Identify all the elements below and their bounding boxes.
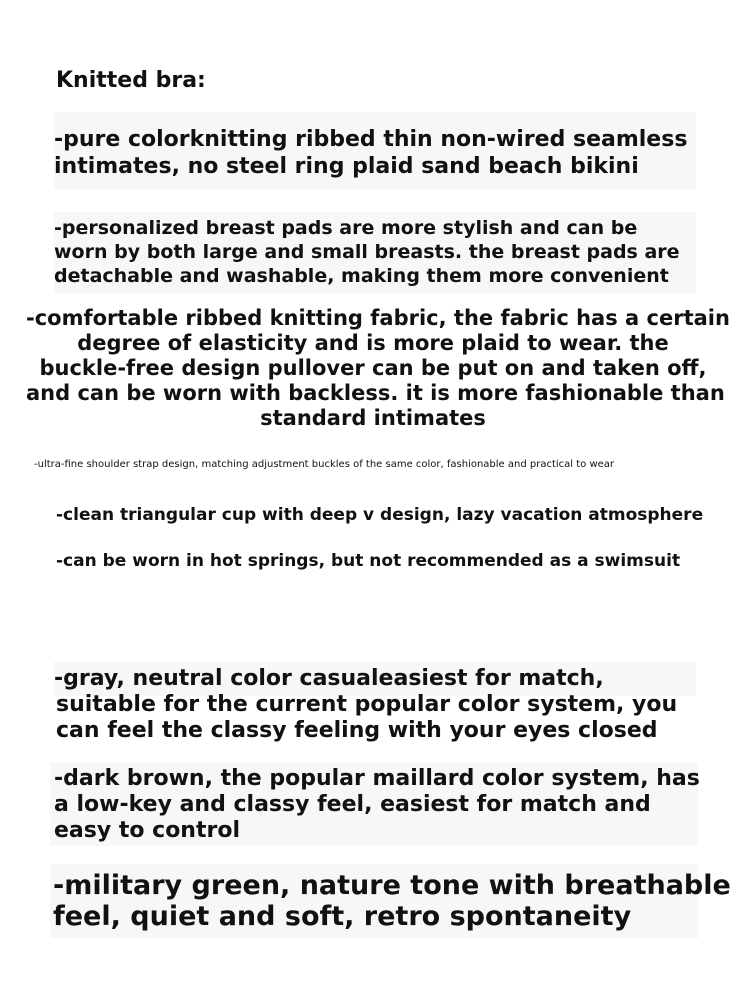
text-line: can feel the classy feeling with your eyes closed bbox=[56, 718, 658, 743]
text-line: -comfortable ribbed knitting fabric, the fabric has a certain bbox=[26, 306, 730, 330]
feature-pure-color bbox=[54, 112, 696, 190]
text-line: -military green, nature tone with breathable bbox=[53, 870, 731, 901]
text-line: worn by both large and small breasts. the breast pads are bbox=[54, 241, 680, 263]
page-title: Knitted bra: bbox=[56, 68, 206, 93]
color-gray-highlight bbox=[54, 662, 696, 696]
text-line: buckle-free design pullover can be put on and taken off, bbox=[39, 356, 707, 380]
feature-shoulder-strap: -ultra-fine shoulder strap design, matching adjustment buckles of the same color, fashionable and practical to wear bbox=[34, 459, 615, 470]
feature-triangular-cup: -clean triangular cup with deep v design, lazy vacation atmosphere bbox=[56, 505, 704, 525]
text-line: -dark brown, the popular maillard color system, has bbox=[54, 766, 700, 791]
feature-hot-springs: -can be worn in hot springs, but not recommended as a swimsuit bbox=[56, 551, 681, 571]
color-military-green bbox=[50, 864, 731, 938]
text-line: -personalized breast pads are more stylish and can be bbox=[54, 217, 638, 239]
text-line: standard intimates bbox=[260, 406, 486, 430]
feature-ribbed-fabric bbox=[26, 306, 730, 431]
text-line: and can be worn with backless. it is more fashionable than bbox=[26, 381, 725, 405]
color-dark-brown bbox=[50, 762, 698, 846]
text-line: easy to control bbox=[54, 818, 240, 843]
text-line: -pure colorknitting ribbed thin non-wired seamless bbox=[54, 127, 688, 152]
color-gray bbox=[56, 692, 677, 744]
text-line: suitable for the current popular color system, you bbox=[56, 692, 678, 717]
text-line: a low-key and classy feel, easiest for match and bbox=[54, 792, 651, 817]
text-line: detachable and washable, making them more convenient bbox=[54, 265, 669, 287]
text-line: -gray, neutral color casualeasiest for match, bbox=[54, 666, 604, 691]
feature-breast-pads bbox=[54, 212, 696, 294]
text-line: intimates, no steel ring plaid sand beach bikini bbox=[54, 154, 639, 179]
text-line: degree of elasticity and is more plaid to wear. the bbox=[77, 331, 669, 355]
text-line: feel, quiet and soft, retro spontaneity bbox=[53, 901, 632, 932]
